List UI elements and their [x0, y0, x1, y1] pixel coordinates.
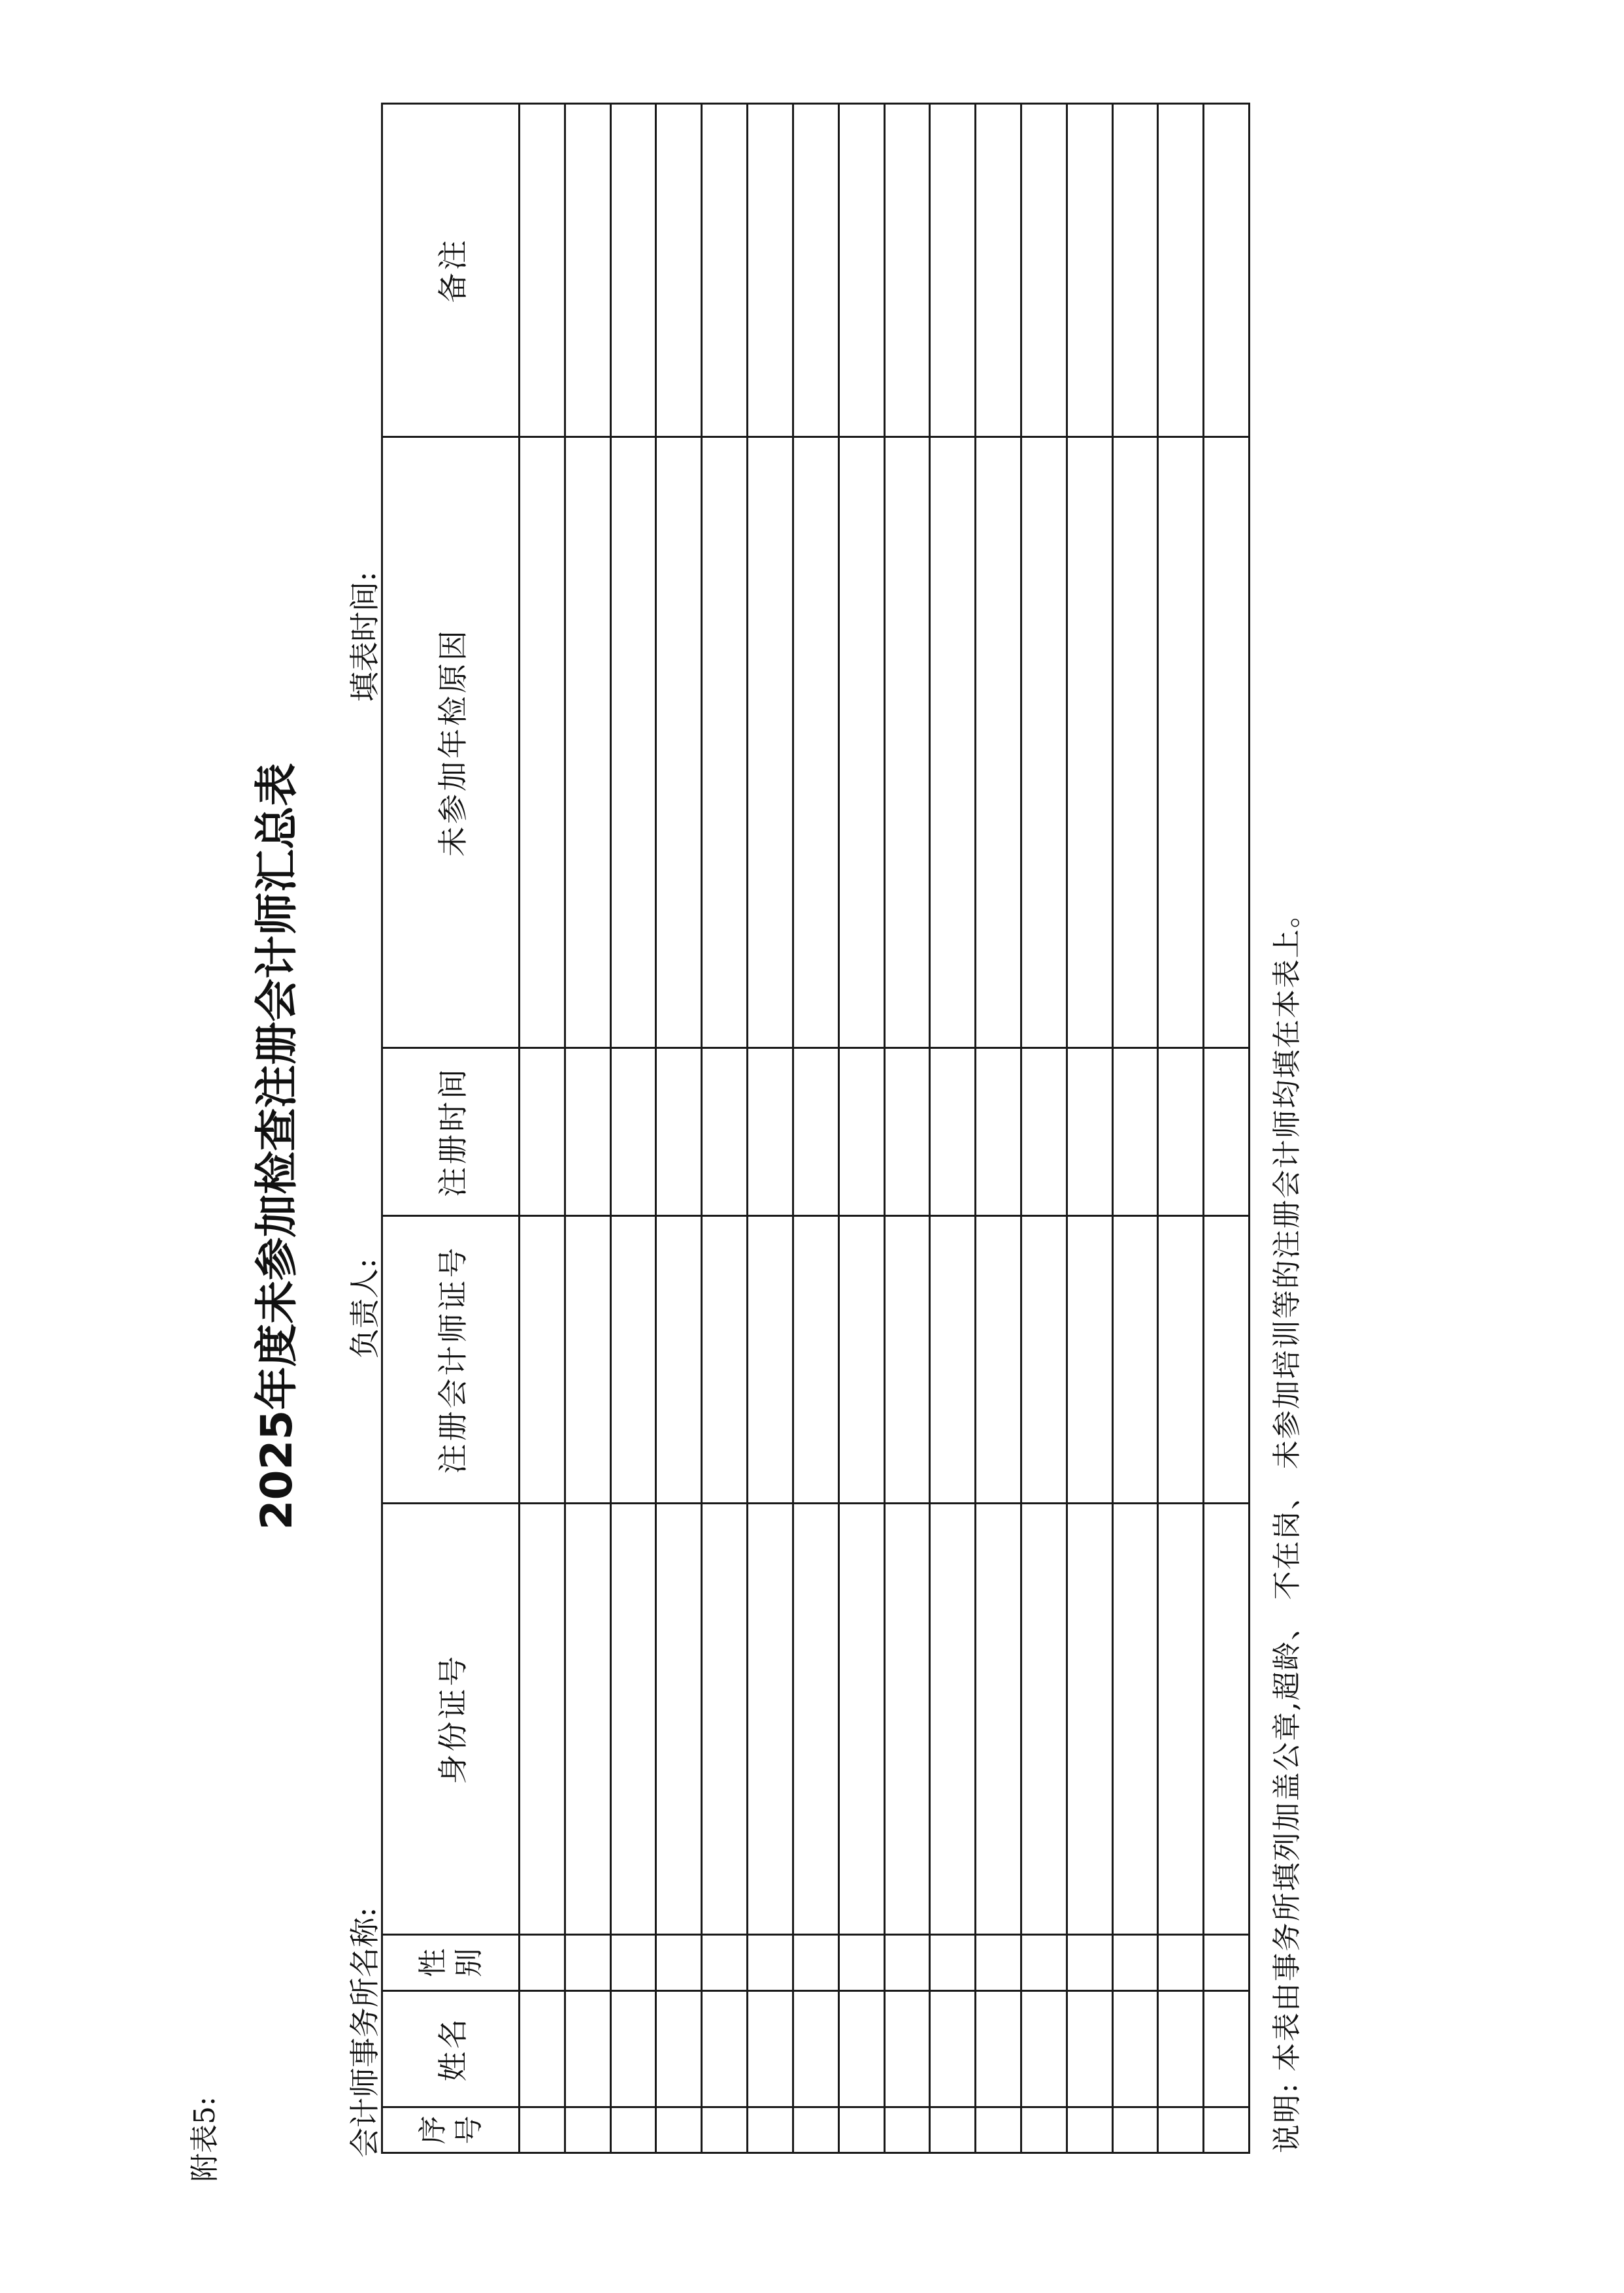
table-cell[interactable]: [1112, 1991, 1158, 2107]
header-seq: 序号: [382, 2107, 520, 2153]
table-cell[interactable]: [748, 1216, 793, 1504]
table-cell[interactable]: [610, 1216, 656, 1504]
table-cell[interactable]: [1204, 2107, 1250, 2153]
table-cell[interactable]: [930, 437, 976, 1048]
fill-time-label: 填表时间:: [347, 571, 382, 702]
table-cell[interactable]: [930, 1935, 976, 1991]
header-cpa-cert-no: 注册会计师证号: [382, 1216, 520, 1504]
table-cell[interactable]: [976, 1991, 1021, 2107]
table-cell[interactable]: [702, 1991, 748, 2107]
table-cell[interactable]: [1067, 1935, 1112, 1991]
table-cell[interactable]: [1204, 1991, 1250, 2107]
table-cell[interactable]: [1021, 1216, 1067, 1504]
table-cell[interactable]: [793, 1504, 838, 1935]
table-cell[interactable]: [1112, 104, 1158, 437]
table-cell[interactable]: [838, 104, 884, 437]
table-cell[interactable]: [793, 1935, 838, 1991]
table-cell[interactable]: [656, 1216, 702, 1504]
table-cell[interactable]: [748, 1935, 793, 1991]
table-cell[interactable]: [656, 437, 702, 1048]
table-cell[interactable]: [976, 104, 1021, 437]
table-cell[interactable]: [1158, 1504, 1204, 1935]
table-cell[interactable]: [976, 1216, 1021, 1504]
table-cell[interactable]: [702, 437, 748, 1048]
table-cell[interactable]: [884, 1504, 930, 1935]
table-cell[interactable]: [702, 1048, 748, 1216]
table-cell[interactable]: [976, 2107, 1021, 2153]
table-cell[interactable]: [565, 1991, 610, 2107]
table-cell[interactable]: [1204, 1504, 1250, 1935]
responsible-person-label: 负责人:: [347, 1258, 382, 1359]
table-cell[interactable]: [930, 1991, 976, 2107]
firm-name-label: 会计师事务所名称:: [347, 1907, 382, 2158]
table-cell[interactable]: [1204, 104, 1250, 437]
table-cell[interactable]: [930, 1504, 976, 1935]
table-cell[interactable]: [520, 1048, 565, 1216]
header-id-number: 身份证号: [382, 1504, 520, 1935]
table-cell[interactable]: [748, 1991, 793, 2107]
table-row: [838, 104, 884, 2153]
table-cell[interactable]: [656, 2107, 702, 2153]
table-cell[interactable]: [520, 2107, 565, 2153]
header-gender: 性别: [382, 1935, 520, 1991]
table-cell[interactable]: [656, 1504, 702, 1935]
table-cell[interactable]: [884, 1216, 930, 1504]
table-cell[interactable]: [884, 1048, 930, 1216]
table-cell[interactable]: [656, 1048, 702, 1216]
table-cell[interactable]: [838, 1216, 884, 1504]
header-name: 姓名: [382, 1991, 520, 2107]
table-cell[interactable]: [656, 104, 702, 437]
table-cell[interactable]: [976, 1048, 1021, 1216]
table-cell[interactable]: [1021, 1991, 1067, 2107]
table-cell[interactable]: [884, 1935, 930, 1991]
table-cell[interactable]: [748, 2107, 793, 2153]
table-header-row: [382, 104, 520, 2153]
note-text: 说明: 本表由事务所填列加盖公章,超龄、 不在岗、 未参加培训等的注册会计师均填在本表上。: [1270, 898, 1304, 2153]
table-cell[interactable]: [1112, 2107, 1158, 2153]
table-cell[interactable]: [1158, 1048, 1204, 1216]
table-cell[interactable]: [1204, 1048, 1250, 1216]
table-cell[interactable]: [793, 1991, 838, 2107]
table-cell[interactable]: [1067, 437, 1112, 1048]
table-cell[interactable]: [1067, 1216, 1112, 1504]
table-cell[interactable]: [610, 1935, 656, 1991]
table-cell[interactable]: [565, 104, 610, 437]
table-cell[interactable]: [1021, 1935, 1067, 1991]
table-cell[interactable]: [702, 1504, 748, 1935]
table-cell[interactable]: [656, 1991, 702, 2107]
table-body: [520, 104, 1250, 2153]
table-cell[interactable]: [884, 1991, 930, 2107]
table-cell[interactable]: [1021, 437, 1067, 1048]
table-cell[interactable]: [520, 104, 565, 437]
table-cell[interactable]: [1021, 2107, 1067, 2153]
table-cell[interactable]: [565, 1935, 610, 1991]
table-cell[interactable]: [838, 437, 884, 1048]
table-cell[interactable]: [520, 1991, 565, 2107]
table-cell[interactable]: [793, 1216, 838, 1504]
table-cell[interactable]: [610, 1048, 656, 1216]
table-cell[interactable]: [565, 437, 610, 1048]
attachment-label: 附表5:: [188, 2096, 222, 2182]
table-cell[interactable]: [520, 1935, 565, 1991]
table-cell[interactable]: [565, 2107, 610, 2153]
table-cell[interactable]: [838, 1048, 884, 1216]
table-cell[interactable]: [930, 1048, 976, 1216]
table-row: [884, 104, 930, 2153]
table-cell[interactable]: [1067, 1048, 1112, 1216]
table-cell[interactable]: [976, 437, 1021, 1048]
table-cell[interactable]: [1021, 104, 1067, 437]
table-cell[interactable]: [1158, 104, 1204, 437]
table-cell[interactable]: [1112, 437, 1158, 1048]
table-cell[interactable]: [520, 437, 565, 1048]
summary-table: [381, 103, 1250, 2154]
table-cell[interactable]: [1112, 1935, 1158, 1991]
table-cell[interactable]: [793, 437, 838, 1048]
table-cell[interactable]: [930, 2107, 976, 2153]
table-cell[interactable]: [838, 1991, 884, 2107]
document-title: 2025年度未参加检查注册会计师汇总表: [252, 763, 302, 1530]
table-cell[interactable]: [565, 1216, 610, 1504]
header-reason: 未参加年检原因: [382, 437, 520, 1048]
table-cell[interactable]: [565, 1504, 610, 1935]
table-cell[interactable]: [1067, 1991, 1112, 2107]
table-row: [793, 104, 838, 2153]
table-cell[interactable]: [976, 1935, 1021, 1991]
table-cell[interactable]: [930, 1216, 976, 1504]
table-cell[interactable]: [793, 104, 838, 437]
table-row: [1158, 104, 1204, 2153]
table-cell[interactable]: [748, 104, 793, 437]
table-cell[interactable]: [748, 437, 793, 1048]
table-cell[interactable]: [838, 1935, 884, 1991]
table-cell[interactable]: [702, 1216, 748, 1504]
table-cell[interactable]: [610, 104, 656, 437]
table-cell[interactable]: [1067, 1504, 1112, 1935]
table-cell[interactable]: [884, 2107, 930, 2153]
table-cell[interactable]: [520, 1216, 565, 1504]
table-cell[interactable]: [565, 1048, 610, 1216]
table-row: [656, 104, 702, 2153]
table-cell[interactable]: [702, 2107, 748, 2153]
table-row: [748, 104, 793, 2153]
table-cell[interactable]: [838, 1504, 884, 1935]
table-cell[interactable]: [1021, 1504, 1067, 1935]
table-cell[interactable]: [793, 2107, 838, 2153]
table-row: [702, 104, 748, 2153]
table-cell[interactable]: [1067, 104, 1112, 437]
table-row: [610, 104, 656, 2153]
table-cell[interactable]: [656, 1935, 702, 1991]
table-row: [976, 104, 1021, 2153]
table-cell[interactable]: [1112, 1504, 1158, 1935]
table-cell[interactable]: [976, 1504, 1021, 1935]
table-cell[interactable]: [1112, 1048, 1158, 1216]
table-cell[interactable]: [1021, 1048, 1067, 1216]
table-cell[interactable]: [884, 437, 930, 1048]
table-cell[interactable]: [748, 1048, 793, 1216]
header-remarks: 备注: [382, 104, 520, 437]
table-cell[interactable]: [748, 1504, 793, 1935]
table-cell[interactable]: [1067, 2107, 1112, 2153]
header-reg-time: 注册时间: [382, 1048, 520, 1216]
table-cell[interactable]: [1158, 1935, 1204, 1991]
table-row: [1112, 104, 1158, 2153]
table-row: [520, 104, 565, 2153]
table-row: [565, 104, 610, 2153]
table-row: [1204, 104, 1250, 2153]
table-row: [1021, 104, 1067, 2153]
table-cell[interactable]: [1158, 2107, 1204, 2153]
table-cell[interactable]: [1112, 1216, 1158, 1504]
table-cell[interactable]: [1158, 1991, 1204, 2107]
table-cell[interactable]: [702, 1935, 748, 1991]
table-cell[interactable]: [610, 2107, 656, 2153]
table-cell[interactable]: [1204, 437, 1250, 1048]
table-cell[interactable]: [1158, 437, 1204, 1048]
table-cell[interactable]: [1204, 1935, 1250, 1991]
table-cell[interactable]: [702, 104, 748, 437]
table-cell[interactable]: [610, 437, 656, 1048]
table-cell[interactable]: [838, 2107, 884, 2153]
table-cell[interactable]: [884, 104, 930, 437]
table-cell[interactable]: [520, 1504, 565, 1935]
table-cell[interactable]: [610, 1504, 656, 1935]
table-cell[interactable]: [1204, 1216, 1250, 1504]
table-cell[interactable]: [793, 1048, 838, 1216]
table-cell[interactable]: [1158, 1216, 1204, 1504]
table-row: [1067, 104, 1112, 2153]
table-cell[interactable]: [930, 104, 976, 437]
table-row: [930, 104, 976, 2153]
table-cell[interactable]: [610, 1991, 656, 2107]
